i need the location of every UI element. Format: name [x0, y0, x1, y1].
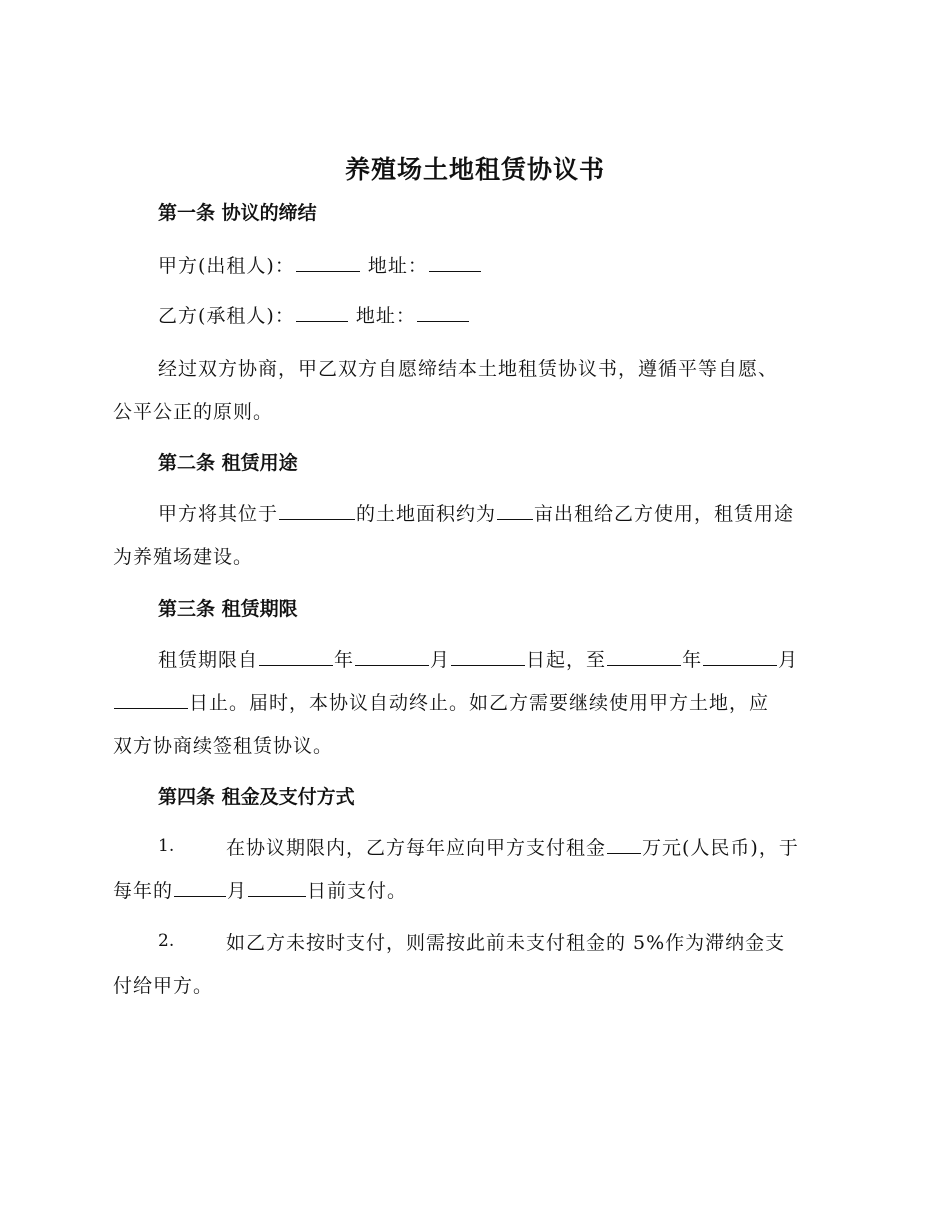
section2-text: 的土地面积约为: [356, 503, 497, 525]
list-number: 1.: [158, 836, 175, 856]
blank-field: [248, 880, 306, 897]
section3-text: 月: [430, 649, 451, 671]
section3-paragraph-line3: 双方协商续签租赁协议。: [113, 735, 334, 757]
document-title: 养殖场土地租赁协议书: [344, 155, 605, 184]
item1-text: 每年的: [113, 880, 174, 902]
party-a-address-label: 地址：: [367, 255, 428, 277]
section2-paragraph-line1: [158, 499, 794, 526]
party-b-address-label: 地址：: [355, 305, 416, 327]
section3-text: 年: [334, 649, 355, 671]
item2-line2: 付给甲方。: [113, 975, 214, 997]
blank-field: [355, 649, 429, 666]
section2-text: 亩出租给乙方使用，租赁用途: [534, 503, 795, 525]
item1-line2: [113, 876, 407, 903]
item1-text: 万元(人民币)，于: [642, 837, 799, 859]
item1-text: 在协议期限内，乙方每年应向甲方支付租金: [226, 837, 607, 859]
section1-paragraph-line2: 公平公正的原则。: [113, 401, 274, 423]
section3-paragraph-line1: [158, 645, 798, 672]
item1-text: 月: [227, 880, 248, 902]
blank-field: [703, 649, 777, 666]
blank-field: [279, 503, 355, 520]
blank-field: [296, 305, 348, 322]
section1-paragraph-line1: 经过双方协商，甲乙双方自愿缔结本土地租赁协议书，遵循平等自愿、: [158, 358, 779, 380]
section2-text: 甲方将其位于: [158, 503, 279, 525]
item1-line1: [226, 833, 799, 860]
blank-field: [451, 649, 525, 666]
party-a-label: 甲方(出租人)：: [158, 255, 295, 277]
party-a-line: [158, 251, 482, 278]
blank-field: [497, 503, 533, 520]
party-b-line: [158, 301, 470, 328]
section3-text: 日止。届时，本协议自动终止。如乙方需要继续使用甲方土地，应: [189, 692, 770, 714]
section3-heading: 第三条 租赁期限: [158, 598, 298, 620]
blank-field: [607, 649, 681, 666]
blank-field: [429, 255, 481, 272]
blank-field: [607, 837, 641, 854]
section1-heading: 第一条 协议的缔结: [158, 202, 317, 224]
blank-field: [296, 255, 360, 272]
section2-heading: 第二条 租赁用途: [158, 452, 298, 474]
blank-field: [417, 305, 469, 322]
item1-text: 日前支付。: [307, 880, 408, 902]
party-b-label: 乙方(承租人)：: [158, 305, 295, 327]
blank-field: [114, 692, 188, 709]
section3-text: 日起，至: [526, 649, 607, 671]
section3-paragraph-line2: [113, 688, 769, 715]
section2-paragraph-line2: 为养殖场建设。: [113, 546, 254, 568]
section3-text: 租赁期限自: [158, 649, 259, 671]
section3-text: 年: [682, 649, 703, 671]
item2-line1: 如乙方未按时支付，则需按此前未支付租金的 5%作为滞纳金支: [226, 932, 786, 954]
list-number: 2.: [158, 931, 175, 951]
blank-field: [174, 880, 226, 897]
section4-heading: 第四条 租金及支付方式: [158, 786, 355, 808]
blank-field: [259, 649, 333, 666]
section3-text: 月: [778, 649, 799, 671]
